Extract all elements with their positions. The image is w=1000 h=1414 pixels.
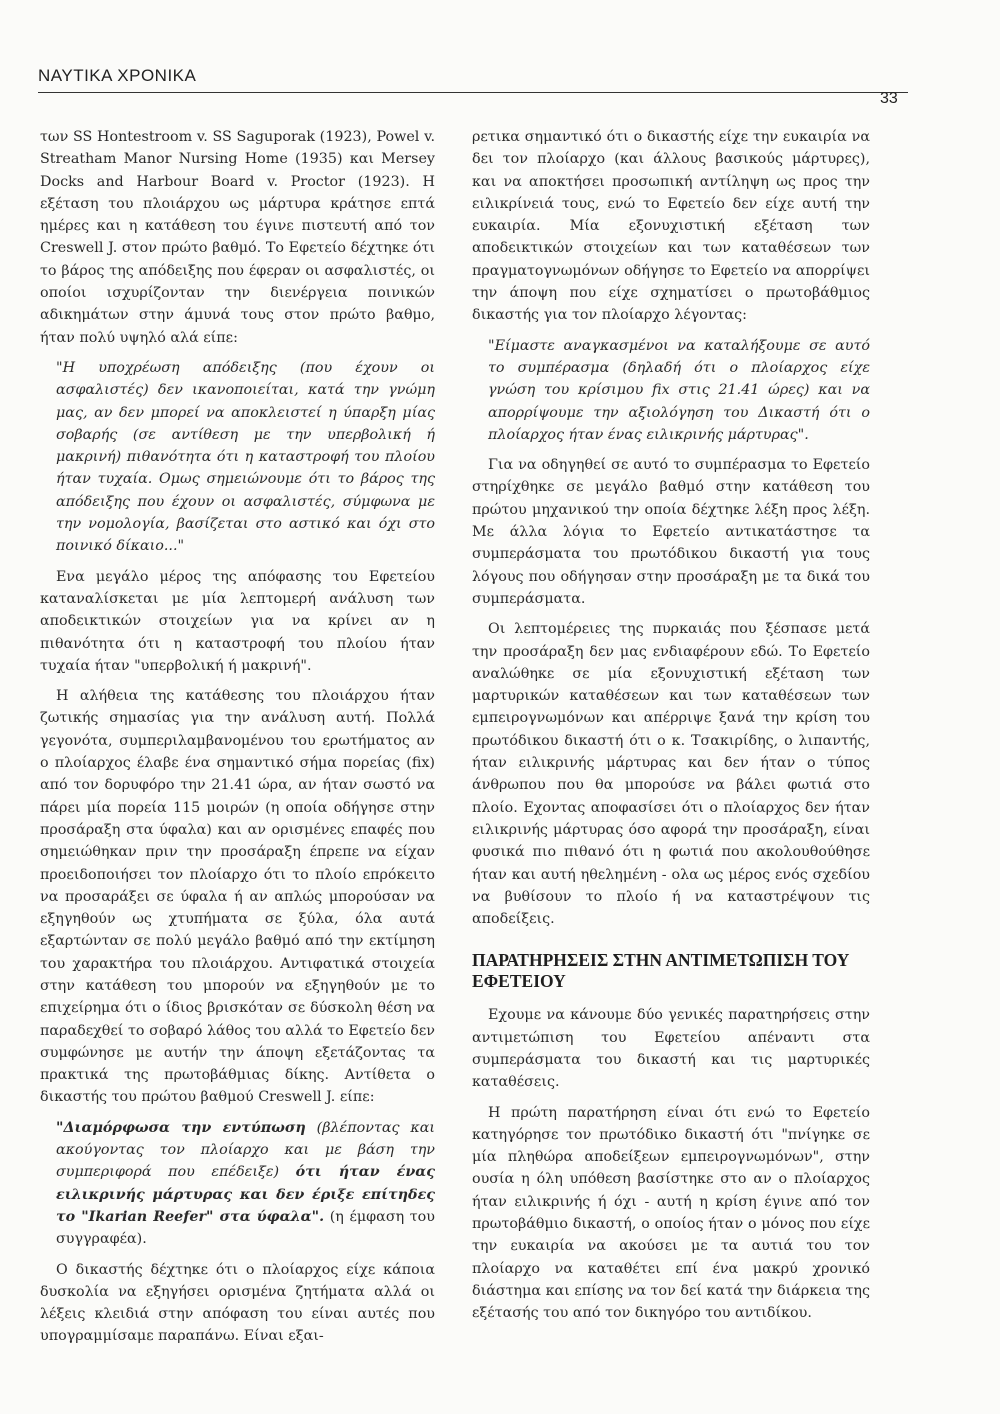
block-quote: "Η υποχρέωση απόδειξης (που έχουν οι ασφαλιστές) δεν ικανοποιείται, κατά την γνώμη μας, αν δεν μπορεί να αποκλειστεί η ύπαρξη μίας σοβαρής (σε αντίθεση με την υπερβολική ή μακρινή) πιθανότητα ότι η καταστροφή του πλοίου ήταν τυχαία. Ομως σημειώνουμε ότι το βάρος της απόδειξης που έχουν οι ασφαλιστές, σύμφωνα με την νομολογία, βασίζεται στο αστικό και όχι στο ποινικό δίκαιο..." xyxy=(56,359,435,555)
paragraph: Οι λεπτομέρειες της πυρκαιάς που ξέσπασε μετά την προσάραξη δεν μας ενδιαφέρουν εδώ. Το Εφετείο αναλώθηκε σε μία εξονυχιστική εξέταση των μαρτυρικών καταθέσεων και των καταθέσεων των εμπειρογνωμόνων και απέρριψε ξανά την κρίση του πρωτόδικου δικαστή ότι ο κ. Τσακιρίδης, ο λιπαντής, ήταν ειλικρινής μάρτυρας και δεν ήταν ο τύπος άνθρωπου που θα μπορούσε να βάλει φωτιά στο πλοίο. Εχοντας αποφασίσει ότι ο πλοίαρχος δεν ήταν ειλικρινής μάρτυρας όσο αφορά την προσάραξη, είναι φυσικά πιο πιθανό ότι η φωτιά που ακολουθούθησε ήταν και αυτή ηθελημένη - ολα ως μέρος ενός σχεδίου να βυθίσουν το πλοίο ή να καταστρέψουν τις αποδείξεις. xyxy=(472,621,870,928)
block-quote: "Είμαστε αναγκασμένοι να καταλήξουμε σε αυτό το συμπέρασμα (δηλαδή ότι ο πλοίαρχος είχε γνώση του κρίσιμου fix στις 21.41 ώρες) και να απορρίψουμε την αξιολόγηση του Δικαστή ότι ο πλοίαρχος ήταν ένας ειλικρινής μάρτυρας". xyxy=(488,337,870,443)
paragraph: Για να οδηγηθεί σε αυτό το συμπέρασμα το Εφετείο στηρίχθηκε σε μεγάλο βαθμό στην κατάθεση του πρώτου μηχανικού την οποία δέχτηκε λέξη προς λέξη. Με άλλα λόγια το Εφετείο αντικατάστησε τα συμπεράσματα του πρωτόδικου δικαστή για τους λόγους που οδήγησαν στην προσάραξη με τα δικά του συμπεράσματα. xyxy=(472,457,870,607)
paragraph: Ενα μεγάλο μέρος της απόφασης του Εφετείου καταναλίσκεται με μία λεπτομερή ανάλυση των αποδεικτικών στοιχείων για να κρίνει αν η πιθανότητα ότι η καταστροφή του πλοίου ήταν τυχαία ήταν "υπερβολική ή μακρινή". xyxy=(40,568,435,674)
paragraph: των SS Hontestroom v. SS Saguporak (1923), Powel v. Streatham Manor Nursing Home (1935) και Mersey Docks and Harbour Board v. Proctor (1923). Η εξέταση του πλοιάρχου ως μάρτυρα κράτησε επτά ημέρες και η κατάθεση του έγινε πιστευτή από τον Creswell J. στον πρώτο βαθμό. Το Εφετείο δέχτηκε ότι το βάρος της απόδειξης που έφεραν οι ασφαλιστές, οι οποίοι ισχυρίζονταν την διενέργεια ποινικών αδικημάτων στην άμυνά τους στον πρώτο βαθμο, ήταν πολύ υψηλό αλά είπε: xyxy=(40,129,435,346)
section-heading: ΠΑΡΑΤΗΡΗΣΕΙΣ ΣΤΗΝ ΑΝΤΙΜΕΤΩΠΙΣΗ ΤΟΥ ΕΦΕΤΕΙΟΥ xyxy=(472,950,850,992)
header-rule xyxy=(38,92,908,93)
quote-bold-part: ότι ήταν ένας ειλικρινής μάρτυρας και δεν έριξε επίτηδες το "Ikarian Reefer" στα ύφαλα". xyxy=(56,1164,435,1225)
right-column xyxy=(472,126,870,1333)
paragraph: ρετικα σημαντικό ότι ο δικαστής είχε την ευκαιρία να δει τον πλοίαρχο (και άλλους βασικούς μάρτυρες), και να αποκτήσει προσωπική αντίληψη ως προς την ειλικρίνειά τους, ενώ το Εφετείο δεν είχε αυτή την ευκαιρία. Μία εξονυχιστική εξέταση των αποδεικτικών στοιχείων και των καταθέσεων των πραγματογνωμόνων οδήγησε το Εφετείο να απορρίψει την άποψη που είχε σχηματίσει ο πρωτοβάθμιος δικαστής για τον πλοίαρχο λέγοντας: xyxy=(472,129,870,324)
paragraph: Η αλήθεια της κατάθεσης του πλοιάρχου ήταν ζωτικής σημασίας για την ανάλυση αυτή. Πολλά γεγονότα, συμπεριλαμβανομένου του ερωτήματος αν ο πλοίαρχος έλαβε ένα σημαντικό σήμα πορείας (fix) από τον δορυφόρο την 21.41 ώρα, αν ήταν σωστό να πάρει μία πορεία 115 μοιρών (η οποία οδήγησε στην προσάραξη στα ύφαλα) και αν ορισμένες επαφές που σημειώθηκαν πριν την προσάραξη έπρεπε να είχαν προειδοποιήσει τον πλοίαρχο ότι το πλοίο επρόκειτο να προσαράξει σε ύφαλα ή αν απλώς μπορούσαν να εξηγηθούν ως χτυπήματα σε ξύλα, όλα αυτά εξαρτώνταν σε πολύ μεγάλο βαθμό από την εκτίμηση του χαρακτήρα του πλοιάρχου. Αντιφατικά στοιχεία στην κατάθεση του μπορούν να εξηγηθούν με το επιχείρημα ότι ο ίδιος βρισκόταν σε δύσκολη θέση να παραδεχθεί το σοβαρό λάθος του αλλά το Εφετείο δεν συμφώνησε με αυτήν την άποψη εξετάζοντας τα πρακτικά της πρωτοβάθμιας δίκης. Αντίθετα ο δικαστής του πρώτου βαθμού Creswell J. είπε: xyxy=(40,688,435,1106)
paragraph: Η πρώτη παρατήρηση είναι ότι ενώ το Εφετείο κατηγόρησε τον πρωτόδικο δικαστή ότι "πνίγηκε σε μία πληθώρα αποδείξεων εμπειρογνωμόνων", στην ουσία η όλη υπόθεση βασίστηκε στο αν ο πλοίαρχος ήταν ειλικρινής ή όχι - αυτή η κρίση έγινε από τον πρωτοβάθμιο δικαστή, ο οποίος ήταν ο μόνος που είχε την ευκαιρία να ακούσει με τα αυτιά του τον πλοίαρχο να καταθέτει επί ένα μακρύ χρονικό διάστημα και επίσης να τον δεί κατά την διάρκεια της εξέτασής του από τον δικηγόρο του αντιδίκου. xyxy=(472,1104,870,1322)
paragraph: Ο δικαστής δέχτηκε ότι ο πλοίαρχος είχε κάποια δυσκολία να εξηγήσει ορισμένα ζητήματα αλλά οι λέξεις κλειδιά στην απόφαση του είναι αυτές που υπογραμμίσαμε παραπάνω. Είναι εξαι- xyxy=(40,1261,435,1345)
paragraph: Εχουμε να κάνουμε δύο γενικές παρατηρήσεις στην αντιμετώπιση του Εφετείου απέναντι στα συμπεράσματα του δικαστή και τις μαρτυρικές καταθέσεις. xyxy=(472,1007,870,1091)
quote-italic-part: (βλέποντας και ακούγοντας τον πλοίαρχο και με βάση την συμπεριφορά που επέδειξε) xyxy=(56,1119,435,1181)
page-number: 33 xyxy=(880,90,898,107)
quote-bold-part: "Διαμόρφωσα την εντύπωση xyxy=(56,1119,306,1136)
left-column xyxy=(40,126,435,1356)
journal-title: ΝΑΥΤΙΚΑ ΧΡΟΝΙΚΑ xyxy=(38,66,197,85)
emphasis-note: (η έμφαση του συγγραφέα). xyxy=(56,1208,435,1248)
emphasized-quote xyxy=(40,1117,435,1251)
